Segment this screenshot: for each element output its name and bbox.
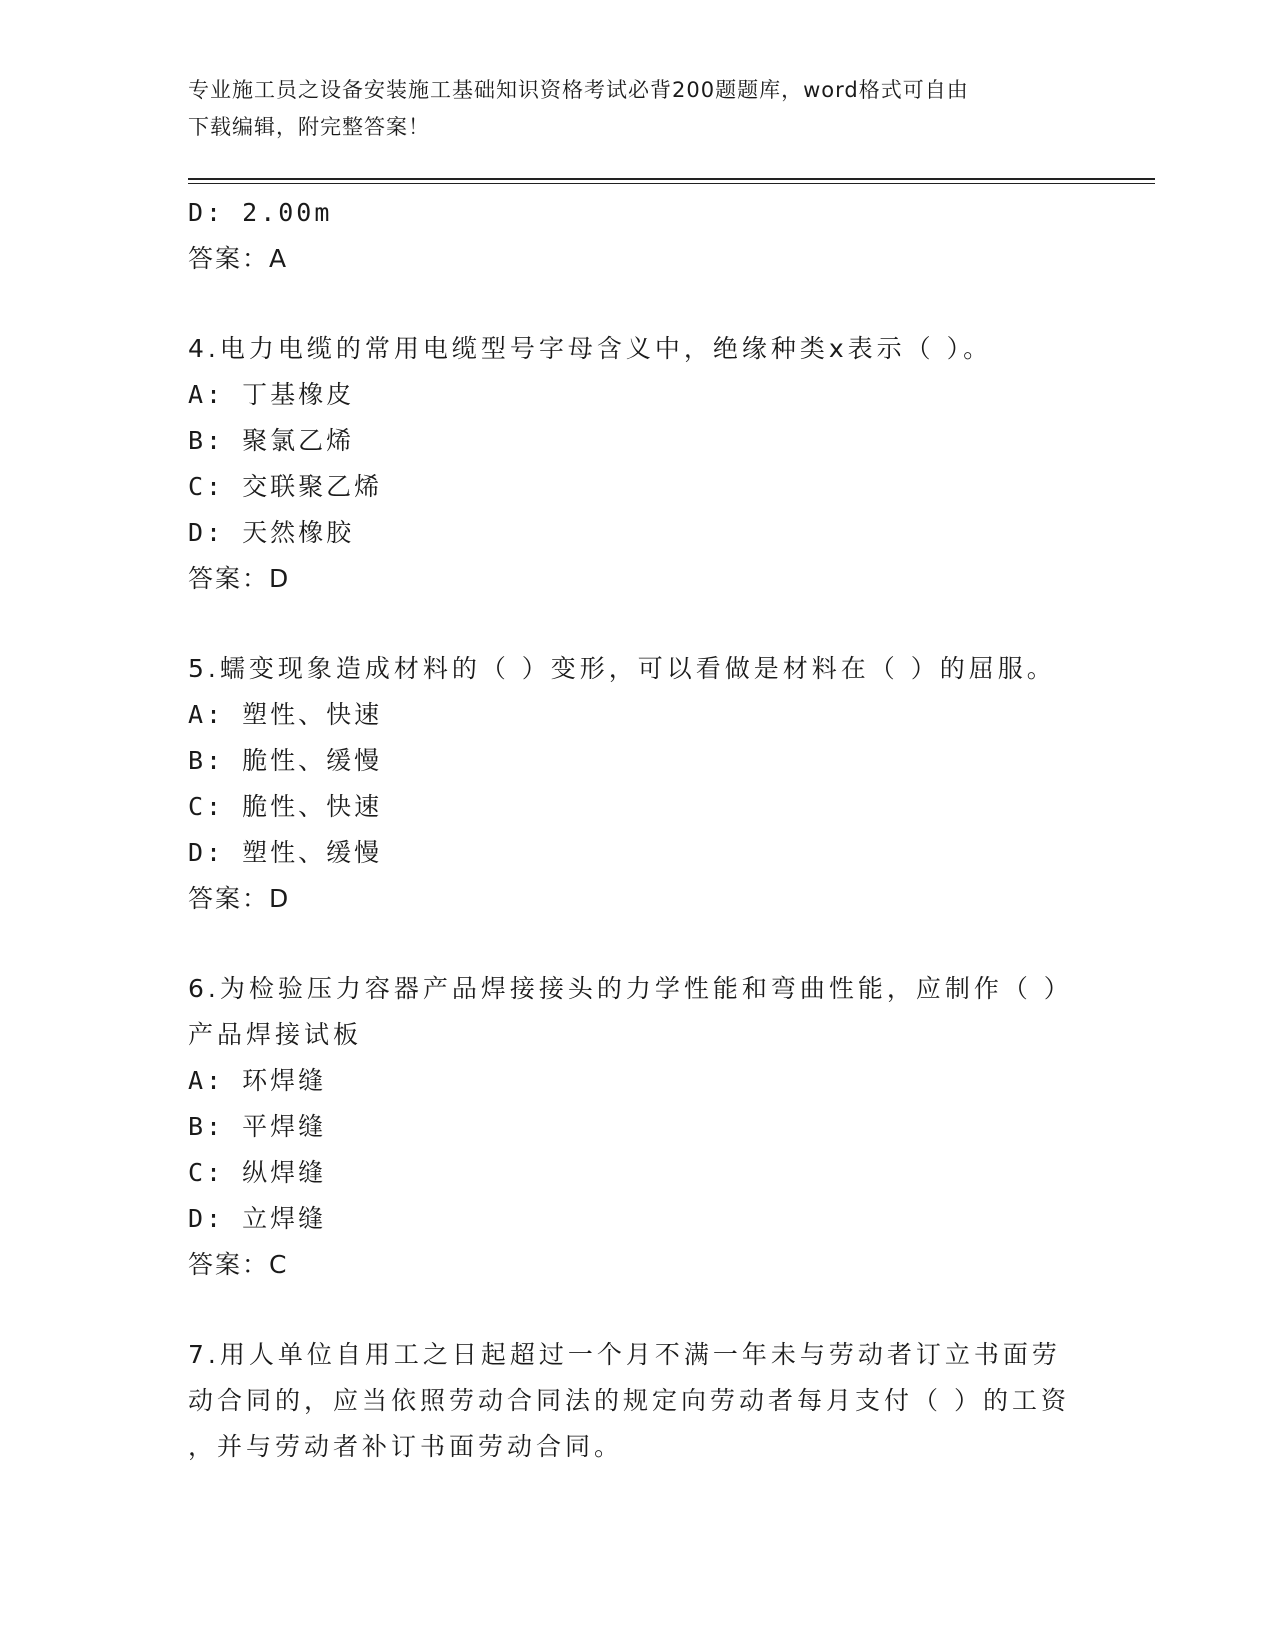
question-5-option-b: B: 脆性、缓慢	[188, 746, 383, 775]
question-5-answer: 答案：D	[188, 884, 291, 913]
question-4-option-a: A: 丁基橡皮	[188, 380, 355, 409]
question-7-stem-line-1: 7.用人单位自用工之日起超过一个月不满一年未与劳动者订立书面劳	[188, 1340, 1061, 1369]
spacer	[188, 922, 1088, 966]
spacer	[188, 282, 1088, 326]
question-5-stem: 5.蠕变现象造成材料的（ ）变形，可以看做是材料在（ ）的屈服。	[188, 654, 1056, 683]
question-7	[188, 1332, 1088, 1470]
question-4-option-d: D: 天然橡胶	[188, 518, 355, 547]
document-header	[188, 72, 1088, 146]
header-title-line-2: 下载编辑，附完整答案！	[188, 115, 430, 139]
question-6-option-d: D: 立焊缝	[188, 1204, 327, 1233]
question-6-option-a: A: 环焊缝	[188, 1066, 327, 1095]
question-5-option-a: A: 塑性、快速	[188, 700, 383, 729]
header-divider-thin	[188, 183, 1155, 184]
header-divider-thick	[188, 178, 1155, 180]
question-7-stem-line-2: 动合同的，应当依照劳动合同法的规定向劳动者每月支付（ ）的工资	[188, 1386, 1070, 1415]
question-list	[188, 190, 1088, 1470]
spacer	[188, 602, 1088, 646]
question-6-option-c: C: 纵焊缝	[188, 1158, 327, 1187]
prev-option-d: D: 2.00m	[188, 198, 333, 227]
header-title-line-1: 专业施工员之设备安装施工基础知识资格考试必背200题题库，word格式可自由	[188, 78, 969, 102]
question-4	[188, 326, 1088, 602]
spacer	[188, 1288, 1088, 1332]
question-4-option-c: C: 交联聚乙烯	[188, 472, 383, 501]
question-5-option-c: C: 脆性、快速	[188, 792, 383, 821]
question-6	[188, 966, 1088, 1288]
question-6-option-b: B: 平焊缝	[188, 1112, 327, 1141]
question-4-stem: 4.电力电缆的常用电缆型号字母含义中，绝缘种类x表示（ ）。	[188, 334, 993, 363]
question-6-stem-line-2: 产品焊接试板	[188, 1020, 363, 1049]
prev-answer: 答案：A	[188, 244, 289, 273]
question-4-answer: 答案：D	[188, 564, 291, 593]
question-5-option-d: D: 塑性、缓慢	[188, 838, 383, 867]
question-6-stem-line-1: 6.为检验压力容器产品焊接接头的力学性能和弯曲性能，应制作（ ）	[188, 974, 1073, 1003]
question-7-stem-line-3: ，并与劳动者补订书面劳动合同。	[188, 1432, 624, 1461]
question-6-answer: 答案：C	[188, 1250, 289, 1279]
question-5	[188, 646, 1088, 922]
question-4-option-b: B: 聚氯乙烯	[188, 426, 355, 455]
